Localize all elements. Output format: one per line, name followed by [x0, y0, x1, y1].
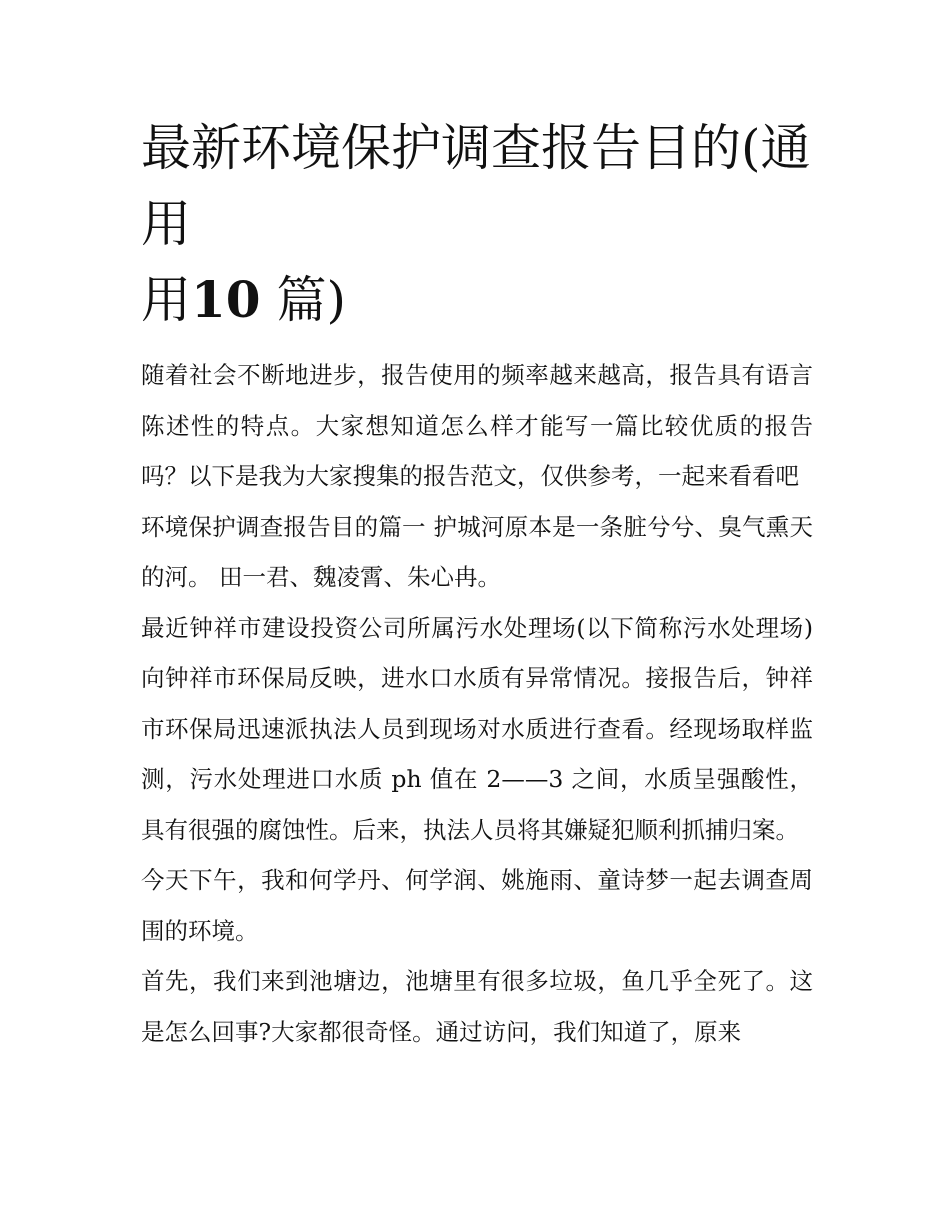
- title-text-yong: 用: [141, 271, 191, 329]
- document-page: [141, 110, 813, 1057]
- investigation-paragraph: 今天下午，我和何学丹、何学润、姚施雨、童诗梦一起去调查周围的环境。: [141, 866, 813, 945]
- incident-paragraph: 最近钟祥市建设投资公司所属污水处理场(以下简称污水处理场)向钟祥市环保局反映，进水口水质有异常情况。接报告后，钟祥市环保局迅速派执法人员到现场对水质进行查看。经现场取样监测，污水处理进口水质 ph 值在 2——3 之间，水质呈强酸性，具有很强的腐蚀性。后来，执法人员将其嫌疑犯顺利抓捕归案。: [141, 613, 813, 844]
- section-one-paragraph: 环境保护调查报告目的篇一 护城河原本是一条脏兮兮、臭气熏天的河。 田一君、魏凌霄、朱心冉。: [141, 512, 813, 591]
- document-title: [141, 110, 813, 338]
- title-text-part1: 最新环境保护调查报告目的(通用: [141, 119, 811, 253]
- title-number: 10: [191, 270, 261, 329]
- title-text-part2: 篇): [276, 271, 347, 329]
- pond-paragraph: 首先，我们来到池塘边，池塘里有很多垃圾，鱼几乎全死了。这是怎么回事?大家都很奇怪。通过访问，我们知道了，原来: [141, 967, 813, 1046]
- intro-paragraph: 随着社会不断地进步，报告使用的频率越来越高，报告具有语言陈述性的特点。大家想知道怎么样才能写一篇比较优质的报告吗？以下是我为大家搜集的报告范文，仅供参考，一起来看看吧: [141, 361, 813, 490]
